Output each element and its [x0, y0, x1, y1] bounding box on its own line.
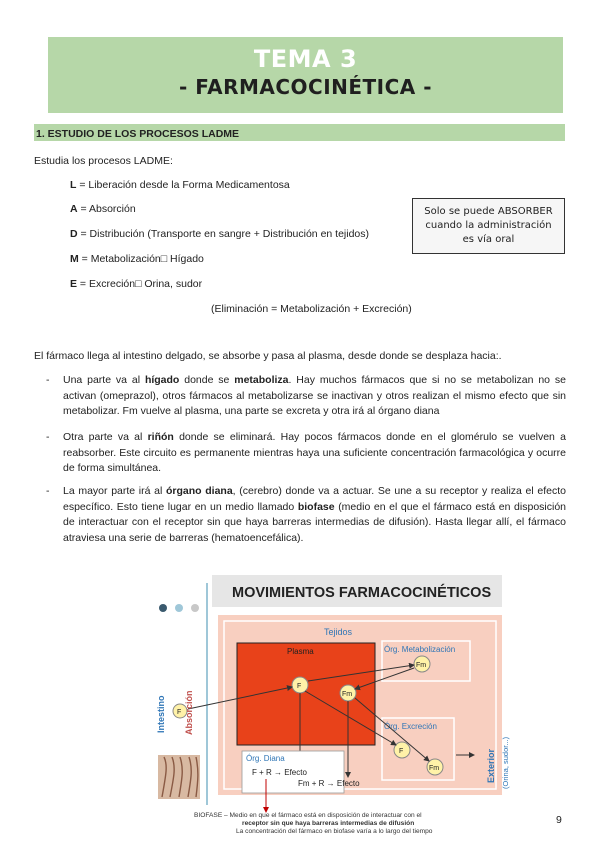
chapter-subtitle: - FARMACOCINÉTICA -: [178, 75, 433, 99]
caption-line-2: receptor sin que haya barreras intermedias de difusión: [242, 820, 415, 827]
elimination-formula: (Eliminación = Metabolización + Excreción): [211, 303, 412, 315]
fm-node-label: Fm: [416, 662, 427, 669]
absorption-label: Absorción: [184, 690, 194, 735]
note-line: cuando la administración: [425, 220, 552, 231]
target-organ-label: Órg. Diana: [246, 754, 285, 763]
chapter-title: TEMA 3: [253, 45, 358, 73]
f-node-label: F: [297, 683, 302, 690]
ladme-item-d: D = Distribución (Transporte en sangre + Distribución en tejidos): [70, 228, 370, 240]
diagram-title: MOVIMIENTOS FARMACOCINÉTICOS: [232, 585, 492, 601]
intestine-image: [158, 755, 200, 799]
plasma-label: Plasma: [287, 647, 314, 656]
intro-paragraph: El fármaco llega al intestino delgado, se absorbe y pasa al plasma, desde donde se desplaza hacia:.: [34, 350, 502, 362]
diagram-svg: [152, 565, 516, 835]
f-node-label: F: [177, 709, 182, 716]
dot-icon: [191, 604, 199, 612]
pharmacokinetics-diagram: [152, 565, 516, 835]
bullet-item: - La mayor parte irá al órgano diana, (cerebro) donde va a actuar. Se une a su receptor y realiza el efecto específico. Esto tiene lugar en un medio llamado biofase (medio en el que el fármaco está en disposición de interactuar con el receptor sin que haya barreras intermedias de difusión). Hasta llegar allí, el fármaco atraviesa una serie de barreras (hematoencefálica).: [46, 485, 567, 544]
intro-text: Estudia los procesos LADME:: [34, 155, 173, 167]
ladme-item-l: L = Liberación desde la Forma Medicamentosa: [70, 179, 290, 191]
fm-node-label: Fm: [429, 765, 440, 772]
metabolism-organ-label: Órg. Metabolización: [384, 645, 456, 654]
target-equation-fm: Fm + R → Efecto: [298, 779, 360, 788]
bullet-item: - Otra parte va al riñón donde se eliminará. Hay pocos fármacos donde en el glomérulo se vuelven a reabsorber. Este circuito es permanente mientras haya una suficiente concentración farmacológica y ocurre de forma simultánea.: [46, 431, 566, 474]
bullet-item: - Una parte va al hígado donde se metaboliza. Hay muchos fármacos que si no se metabolizan no se activan (omeprazol), otros fármacos al metabolizarse se inactivan y otros realizan el mismo efecto que sin metabolizar. Fm vuelve al plasma, una parte se excreta y otra irá al órgano diana: [46, 374, 566, 417]
bullet-list: [38, 484, 566, 546]
caption-line-1: BIOFASE – Medio en que el fármaco está en disposición de interactuar con el: [194, 812, 422, 819]
dot-icon: [175, 604, 183, 612]
page-number: 9: [556, 814, 562, 826]
target-equation-f: F + R → Efecto: [252, 768, 307, 777]
caption-line-3: La concentración del fármaco en biofase varía a lo largo del tiempo: [236, 828, 433, 835]
title-banner: [48, 37, 563, 113]
f-node-label: F: [399, 748, 404, 755]
section-heading-bar: [34, 124, 565, 141]
dot-icon: [159, 604, 167, 612]
bullet-list: [38, 430, 566, 477]
ladme-item-e: E = Excreción□ Orina, sudor: [70, 278, 203, 290]
fm-node-label: Fm: [342, 691, 353, 698]
excretion-organ-label: Órg. Excreción: [384, 722, 437, 731]
exterior-sublabel: (Orina, sudor...): [501, 736, 510, 789]
ladme-item-m: M = Metabolización□ Hígado: [70, 253, 204, 265]
ladme-item-a: A = Absorción: [70, 203, 136, 215]
exterior-label: Exterior: [486, 748, 496, 783]
note-line: es vía oral: [462, 234, 515, 245]
bullet-list: [38, 373, 566, 420]
absorption-note: [412, 198, 565, 254]
tissues-label: Tejidos: [324, 627, 353, 637]
section-heading: 1. ESTUDIO DE LOS PROCESOS LADME: [36, 128, 240, 140]
note-line: Solo se puede ABSORBER: [424, 206, 553, 217]
intestine-label: Intestino: [156, 695, 166, 733]
